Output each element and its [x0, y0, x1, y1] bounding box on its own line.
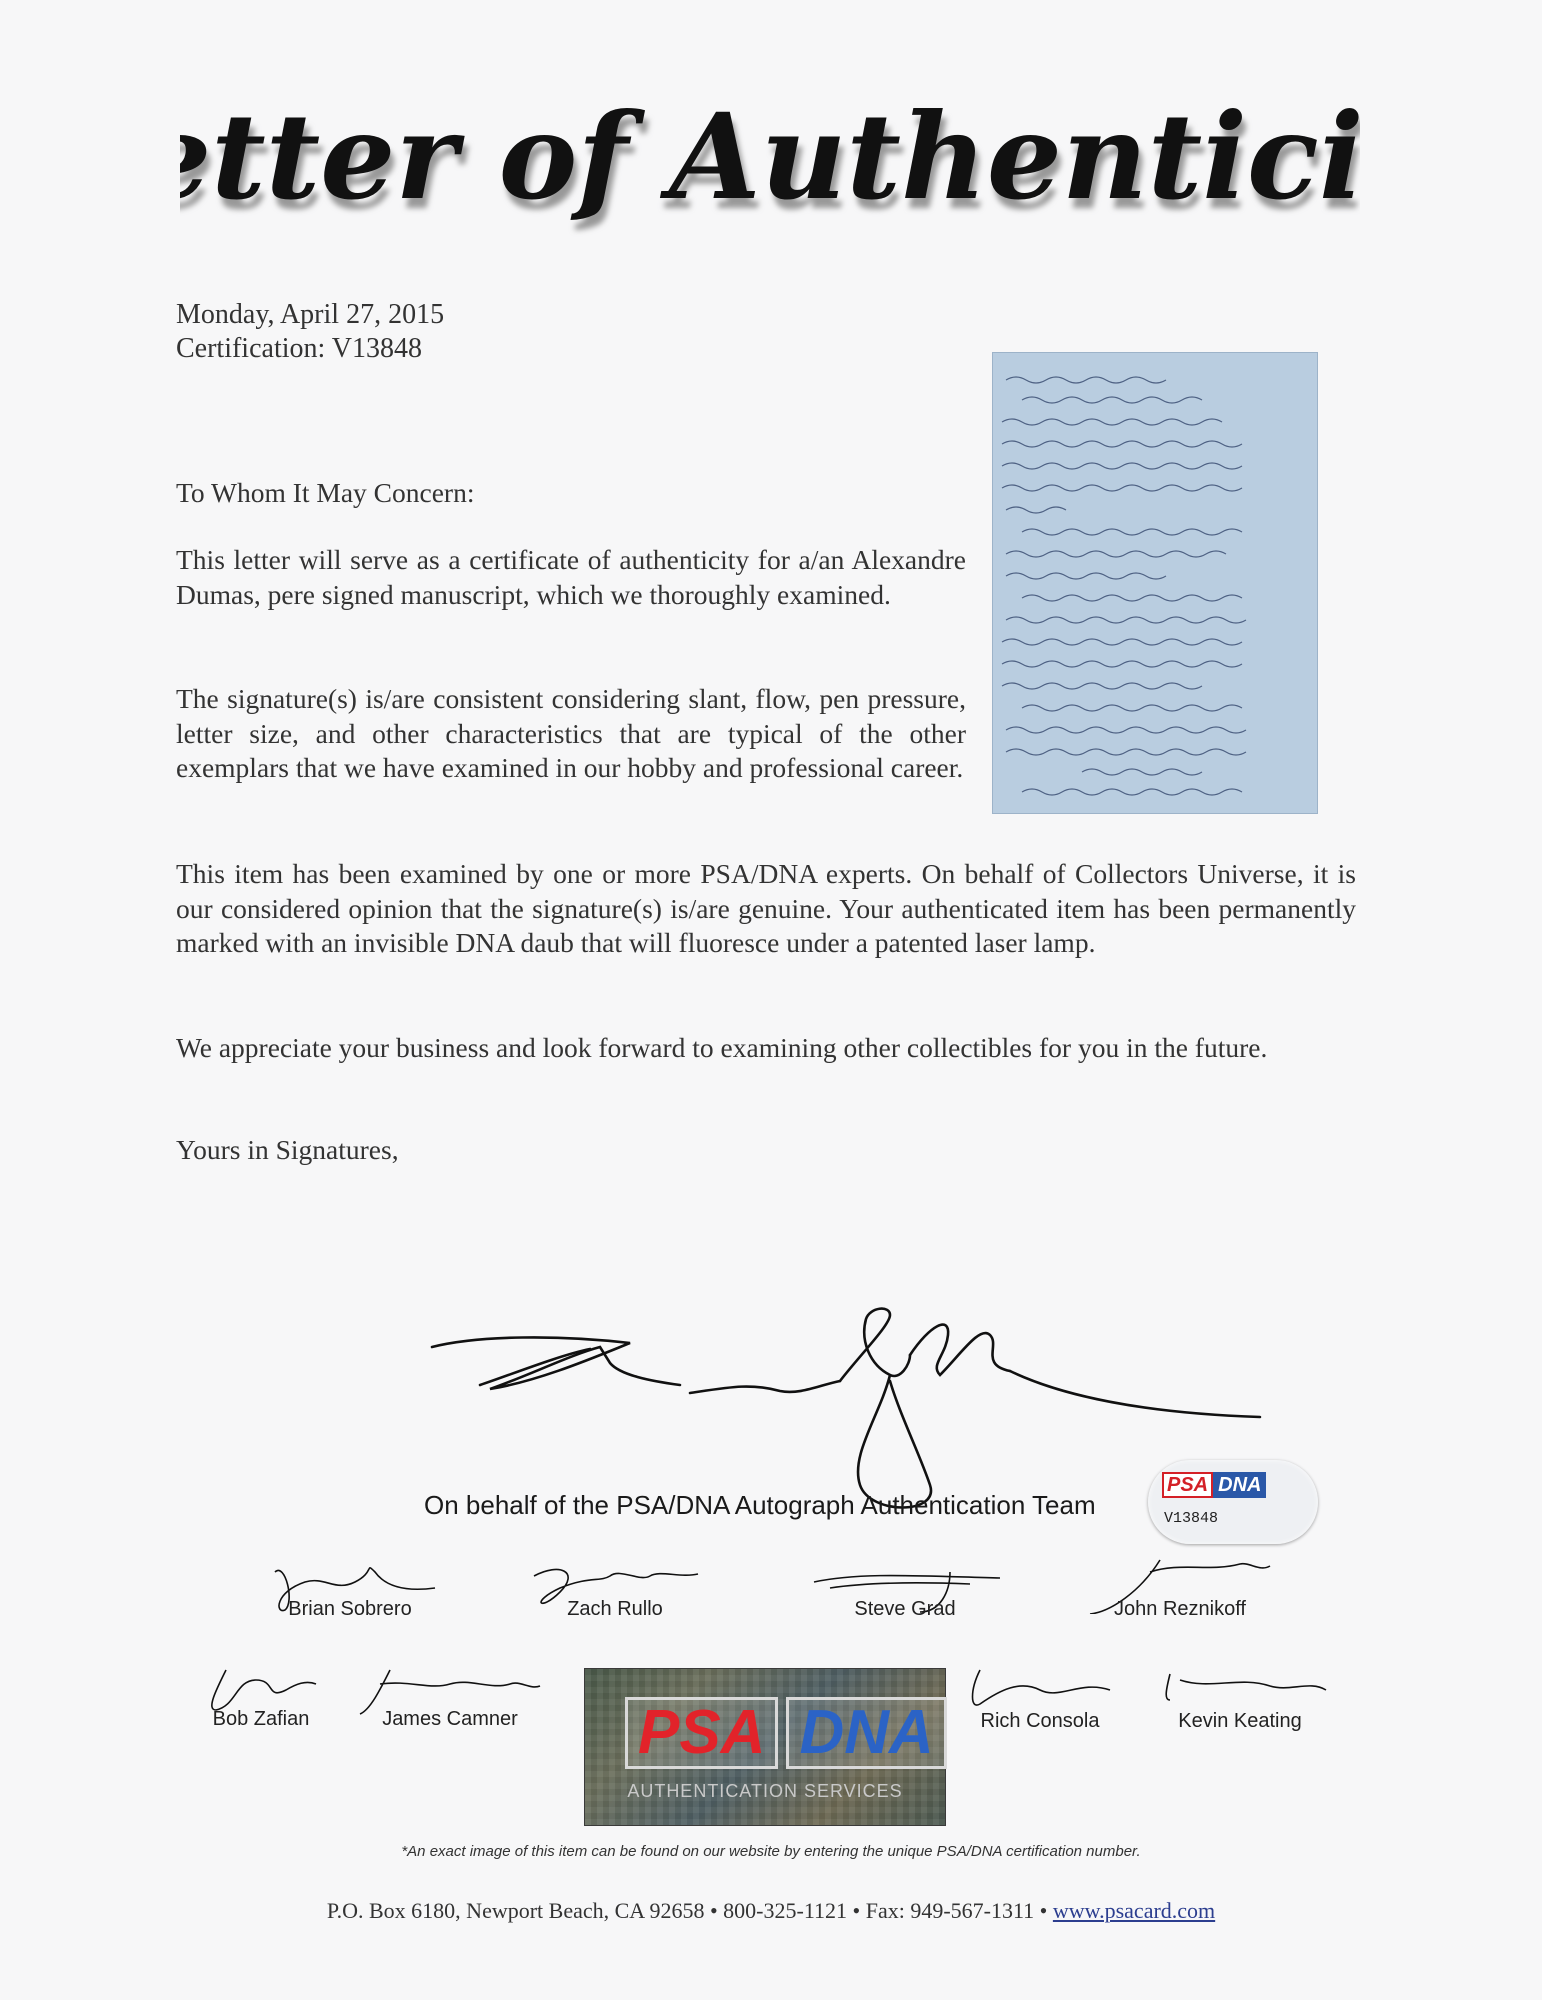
signature-name: Rich Consola	[980, 1710, 1100, 1732]
title-shadow: tter of Authentic	[215, 97, 1323, 236]
title-text: tter of Authentici	[211, 87, 1360, 226]
signature-kevin-keating	[1150, 1660, 1330, 1733]
signature-brian-sobrero	[255, 1552, 445, 1621]
signature-name: Kevin Keating	[1178, 1710, 1302, 1732]
letter-meta	[176, 298, 444, 366]
letter-title	[180, 70, 1360, 270]
website-link[interactable]: www.psacard.com	[1052, 1898, 1216, 1923]
signature-rich-consola	[960, 1660, 1120, 1733]
logo-dna: DNA	[786, 1697, 946, 1769]
signature-steve-grad	[800, 1552, 1010, 1621]
signature-john-reznikoff	[1080, 1552, 1280, 1621]
sticker-psa-label: PSA	[1162, 1472, 1213, 1498]
sticker-code: V13848	[1164, 1510, 1219, 1527]
letter-closing: Yours in Signatures,	[176, 1134, 399, 1165]
signature-name: Brian Sobrero	[288, 1598, 412, 1620]
manuscript-image	[992, 352, 1318, 814]
logo-psa: PSA	[625, 1697, 778, 1769]
letter-paragraph-1: This letter will serve as a certificate of authenticity for a/an Alexandre Dumas, pere signed manuscript, which we thoroughly examined.	[176, 544, 966, 610]
signature-name: Bob Zafian	[212, 1708, 310, 1730]
signature-name: John Reznikoff	[1114, 1598, 1246, 1620]
signature-bob-zafian	[196, 1660, 326, 1731]
signature-scribble	[960, 1660, 1120, 1716]
letter-paragraph-3: This item has been examined by one or more PSA/DNA experts. On behalf of Collectors Universe, it is our considered opinion that the signature(s) is/are genuine. Your authenticated item has been permanently marked with an invisible DNA daub that will fluoresce under a patented laser lamp.	[176, 858, 1356, 958]
letter-date: Monday, April 27, 2015	[176, 299, 445, 330]
footer	[0, 1898, 1542, 1924]
letter-paragraph-2: The signature(s) is/are consistent considering slant, flow, pen pressure, letter size, and other characteristics that are typical of the other exemplars that we have examined in our hobby and professional career.	[176, 683, 966, 783]
footnote: *An exact image of this item can be found on our website by entering the unique PSA/DNA certification number.	[401, 1843, 1141, 1860]
manuscript-handwriting	[992, 352, 1318, 814]
signature-name: Zach Rullo	[567, 1598, 663, 1620]
certification-number: Certification: V13848	[176, 333, 422, 364]
logo-tagline: AUTHENTICATION SERVICES	[627, 1781, 903, 1801]
letter-paragraph-4: We appreciate your business and look forward to examining other collectibles for you in the future.	[176, 1032, 1268, 1063]
signature-james-camner	[350, 1660, 550, 1731]
signature-name: James Camner	[382, 1708, 518, 1730]
logo-row	[625, 1697, 947, 1769]
psa-dna-logo	[584, 1668, 946, 1826]
sticker-logo	[1162, 1472, 1266, 1498]
hologram-sticker	[1148, 1460, 1318, 1544]
team-line: On behalf of the PSA/DNA Autograph Authentication Team	[424, 1490, 1096, 1520]
signature-name: Steve Grad	[854, 1598, 956, 1620]
letter-greeting: To Whom It May Concern:	[176, 477, 475, 508]
signature-scribble	[1150, 1660, 1330, 1716]
footer-address: P.O. Box 6180, Newport Beach, CA 92658 • 800-325-1121 • Fax: 949-567-1311 •	[326, 1898, 1048, 1923]
signature-zach-rullo	[520, 1552, 710, 1621]
sticker-dna-label: DNA	[1213, 1472, 1266, 1498]
